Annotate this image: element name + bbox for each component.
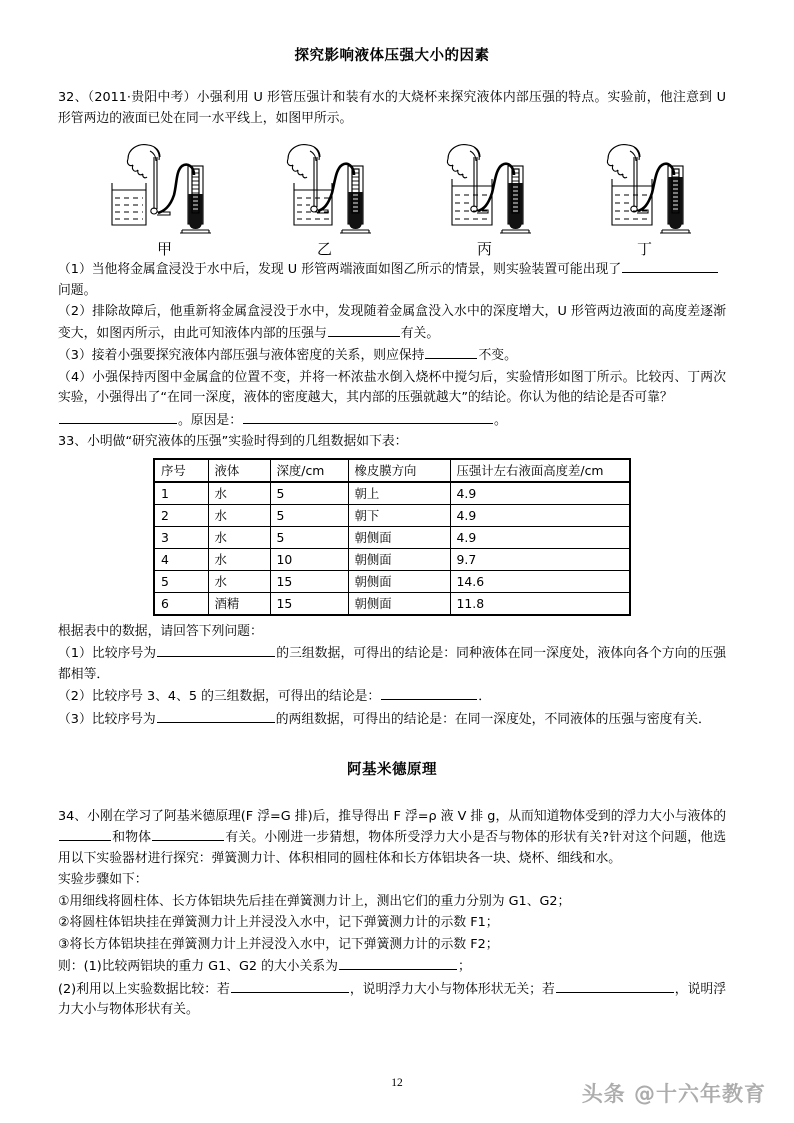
question-34-ask-2 bbox=[58, 979, 726, 1021]
answer-blank-reason[interactable] bbox=[243, 410, 493, 424]
table-row bbox=[154, 482, 630, 505]
table-cell: 4.9 bbox=[450, 526, 630, 548]
question-34-step-3: ③将长方体铝块挂在弹簧测力计上并浸没入水中，记下弹簧测力计的示数 F2； bbox=[58, 936, 499, 952]
table-cell: 3 bbox=[154, 526, 208, 548]
q34-stem-text-b: 有关。小刚进一步猜想，物体所受浮力大小是否与物体的形状有关?针对这个问题，他选用以下实验器材进行探究：弹簧测力计、体积相同的圆柱体和长方体铝块各一块、烧杯、细线和水。 bbox=[58, 830, 726, 866]
table-cell: 酒精 bbox=[208, 592, 270, 615]
answer-blank[interactable] bbox=[622, 259, 718, 273]
table-header-cell: 液体 bbox=[208, 459, 270, 482]
question-34-stem bbox=[58, 807, 726, 870]
table-cell: 水 bbox=[208, 526, 270, 548]
table-cell: 朝侧面 bbox=[348, 592, 450, 615]
apparatus-jia bbox=[106, 137, 224, 259]
question-33-sub-2 bbox=[58, 686, 726, 708]
apparatus-diagram-icon bbox=[586, 137, 704, 237]
answer-blank[interactable] bbox=[157, 643, 275, 657]
q34-stem-text-mid: 和物体 bbox=[112, 830, 152, 846]
answer-blank[interactable] bbox=[231, 979, 349, 993]
answer-blank[interactable] bbox=[425, 345, 477, 359]
apparatus-diagram-icon bbox=[106, 137, 224, 237]
section-title-liquid-pressure: 探究影响液体压强大小的因素 bbox=[294, 48, 490, 64]
apparatus-label: 甲 bbox=[156, 240, 173, 259]
apparatus-label: 丁 bbox=[636, 240, 653, 259]
table-row bbox=[154, 526, 630, 548]
question-32-sub-1 bbox=[58, 259, 726, 301]
page-content bbox=[58, 46, 726, 1022]
q32-sub2-text-b: 有关。 bbox=[400, 325, 440, 341]
answer-blank[interactable] bbox=[328, 323, 400, 337]
q32-sub4-text-c: 。 bbox=[493, 412, 507, 428]
table-cell: 朝侧面 bbox=[348, 526, 450, 548]
q34-stem-text-a: 34、小刚在学习了阿基米德原理(F 浮=G 排)后，推导得出 F 浮=ρ 液 V 排 g，从而知道物体受到的浮力大小与液体的 bbox=[58, 808, 726, 824]
question-34-steps-lead: 实验步骤如下： bbox=[58, 872, 148, 888]
table-cell: 14.6 bbox=[450, 570, 630, 592]
table-cell: 15 bbox=[270, 592, 348, 615]
table-header-cell: 压强计左右液面高度差/cm bbox=[450, 459, 630, 482]
apparatus-yi bbox=[266, 137, 384, 259]
q32-sub2-text-a: （2）排除故障后，他重新将金属盒浸没于水中，发现随着金属盒没入水中的深度增大，U 形管两边液面的高度差逐渐变大，如图丙所示，由此可知液体内部的压强与 bbox=[58, 304, 726, 341]
q34-ask2-text-c: ，说明浮力大小与物体形状有关。 bbox=[58, 981, 726, 1018]
table-cell: 水 bbox=[208, 504, 270, 526]
section-title-archimedes: 阿基米德原理 bbox=[347, 762, 437, 779]
q33-sub2-text-b: ． bbox=[478, 689, 492, 705]
table-row bbox=[154, 592, 630, 615]
table-cell: 朝下 bbox=[348, 504, 450, 526]
question-32-sub-4-blanks bbox=[58, 410, 726, 432]
apparatus-figure-row bbox=[58, 137, 726, 259]
table-cell: 1 bbox=[154, 482, 208, 505]
question-32-stem: 32、（2011·贵阳中考）小强利用 U 形管压强计和装有水的大烧杯来探究液体内部压强的特点。实验前，他注意到 U 形管两边的液面已处在同一水平线上，如图甲所示。 bbox=[58, 90, 726, 126]
table-cell: 2 bbox=[154, 504, 208, 526]
table-cell: 朝上 bbox=[348, 482, 450, 505]
table-cell: 5 bbox=[154, 570, 208, 592]
table-header-cell: 深度/cm bbox=[270, 459, 348, 482]
watermark: 头条 @十六年教育 bbox=[581, 1082, 766, 1106]
table-row bbox=[154, 504, 630, 526]
answer-blank[interactable] bbox=[381, 686, 477, 700]
table-row bbox=[154, 548, 630, 570]
pressure-data-table bbox=[153, 458, 631, 616]
table-cell: 9.7 bbox=[450, 548, 630, 570]
q32-sub3-text-a: （3）接着小强要探究液体内部压强与液体密度的关系，则应保持 bbox=[58, 348, 425, 364]
table-cell: 朝侧面 bbox=[348, 548, 450, 570]
answer-blank[interactable] bbox=[157, 709, 275, 723]
question-33-lead: 根据表中的数据，请回答下列问题： bbox=[58, 623, 263, 639]
table-cell: 5 bbox=[270, 526, 348, 548]
q33-sub3-text-b: 的两组数据，可得出的结论是：在同一深度处，不同液体的压强与密度有关． bbox=[275, 711, 711, 727]
page-number: 12 bbox=[391, 1077, 403, 1089]
question-34-step-1: ①用细线将圆柱体、长方体铝块先后挂在弹簧测力计上，测出它们的重力分别为 G1、G2； bbox=[58, 893, 571, 909]
table-cell: 水 bbox=[208, 570, 270, 592]
answer-blank[interactable] bbox=[152, 827, 224, 841]
answer-blank[interactable] bbox=[339, 956, 457, 970]
pressure-data-table-wrap bbox=[58, 458, 726, 616]
q34-ask1-text-a: 则：(1)比较两铝块的重力 G1、G2 的大小关系为 bbox=[58, 959, 338, 975]
answer-blank[interactable] bbox=[59, 410, 177, 424]
q34-ask2-text-a: (2)利用以上实验数据比较：若 bbox=[58, 981, 230, 997]
apparatus-diagram-icon bbox=[426, 137, 544, 237]
table-header-cell: 序号 bbox=[154, 459, 208, 482]
table-header-cell: 橡皮膜方向 bbox=[348, 459, 450, 482]
answer-blank[interactable] bbox=[59, 827, 111, 841]
q33-sub1-text-b: 的三组数据，可得出的结论是：同种液体在同一深度处，液体向各个方向的压强都相等． bbox=[58, 646, 726, 682]
table-cell: 4.9 bbox=[450, 482, 630, 505]
table-cell: 水 bbox=[208, 482, 270, 505]
question-34-ask-1 bbox=[58, 956, 726, 978]
apparatus-label: 丙 bbox=[476, 240, 493, 259]
q32-sub1-text-b: 问题。 bbox=[58, 282, 97, 298]
answer-blank[interactable] bbox=[556, 979, 674, 993]
question-32-sub-2 bbox=[58, 302, 726, 344]
q33-sub3-text-a: （3）比较序号为 bbox=[58, 711, 156, 727]
q32-sub4-text-a: （4）小强保持丙图中金属盒的位置不变，并将一杯浓盐水倒入烧杯中搅匀后，实验情形如图丁所示。比较丙、丁两次实验，小强得出了“在同一深度，液体的密度越大，其内部的压强就越大”的结论。你认为他的结论是否可靠？ bbox=[58, 369, 726, 406]
apparatus-ding bbox=[586, 137, 704, 259]
q32-sub3-text-b: 不变。 bbox=[478, 348, 517, 364]
q34-ask2-text-b: ，说明浮力大小与物体形状无关；若 bbox=[349, 981, 555, 997]
question-33-sub-1 bbox=[58, 643, 726, 685]
q32-sub4-text-b: 。原因是： bbox=[178, 412, 242, 428]
question-33-stem: 33、小明做“研究液体的压强”实验时得到的几组数据如下表： bbox=[58, 434, 408, 450]
q33-sub2-text-a: （2）比较序号 3、4、5 的三组数据，可得出的结论是： bbox=[58, 689, 381, 705]
table-header-row bbox=[154, 459, 630, 482]
table-cell: 10 bbox=[270, 548, 348, 570]
q33-sub1-text-a: （1）比较序号为 bbox=[58, 646, 157, 662]
table-cell: 朝侧面 bbox=[348, 570, 450, 592]
apparatus-diagram-icon bbox=[266, 137, 384, 237]
question-32-sub-3 bbox=[58, 345, 726, 367]
question-33-sub-3 bbox=[58, 709, 726, 731]
apparatus-label: 乙 bbox=[316, 240, 333, 259]
table-cell: 11.8 bbox=[450, 592, 630, 615]
table-cell: 4.9 bbox=[450, 504, 630, 526]
question-34-step-2: ②将圆柱体铝块挂在弹簧测力计上并浸没入水中，记下弹簧测力计的示数 F1； bbox=[58, 915, 499, 931]
table-cell: 6 bbox=[154, 592, 208, 615]
table-cell: 水 bbox=[208, 548, 270, 570]
table-cell: 5 bbox=[270, 504, 348, 526]
apparatus-bing bbox=[426, 137, 544, 259]
q34-ask1-text-b: ； bbox=[457, 959, 471, 975]
table-cell: 4 bbox=[154, 548, 208, 570]
question-32-sub-4 bbox=[58, 368, 726, 409]
table-cell: 15 bbox=[270, 570, 348, 592]
q32-sub1-text-a: （1）当他将金属盒浸没于水中后，发现 U 形管两端液面如图乙所示的情景，则实验装置可能出现了 bbox=[58, 262, 622, 278]
table-row bbox=[154, 570, 630, 592]
table-cell: 5 bbox=[270, 482, 348, 505]
